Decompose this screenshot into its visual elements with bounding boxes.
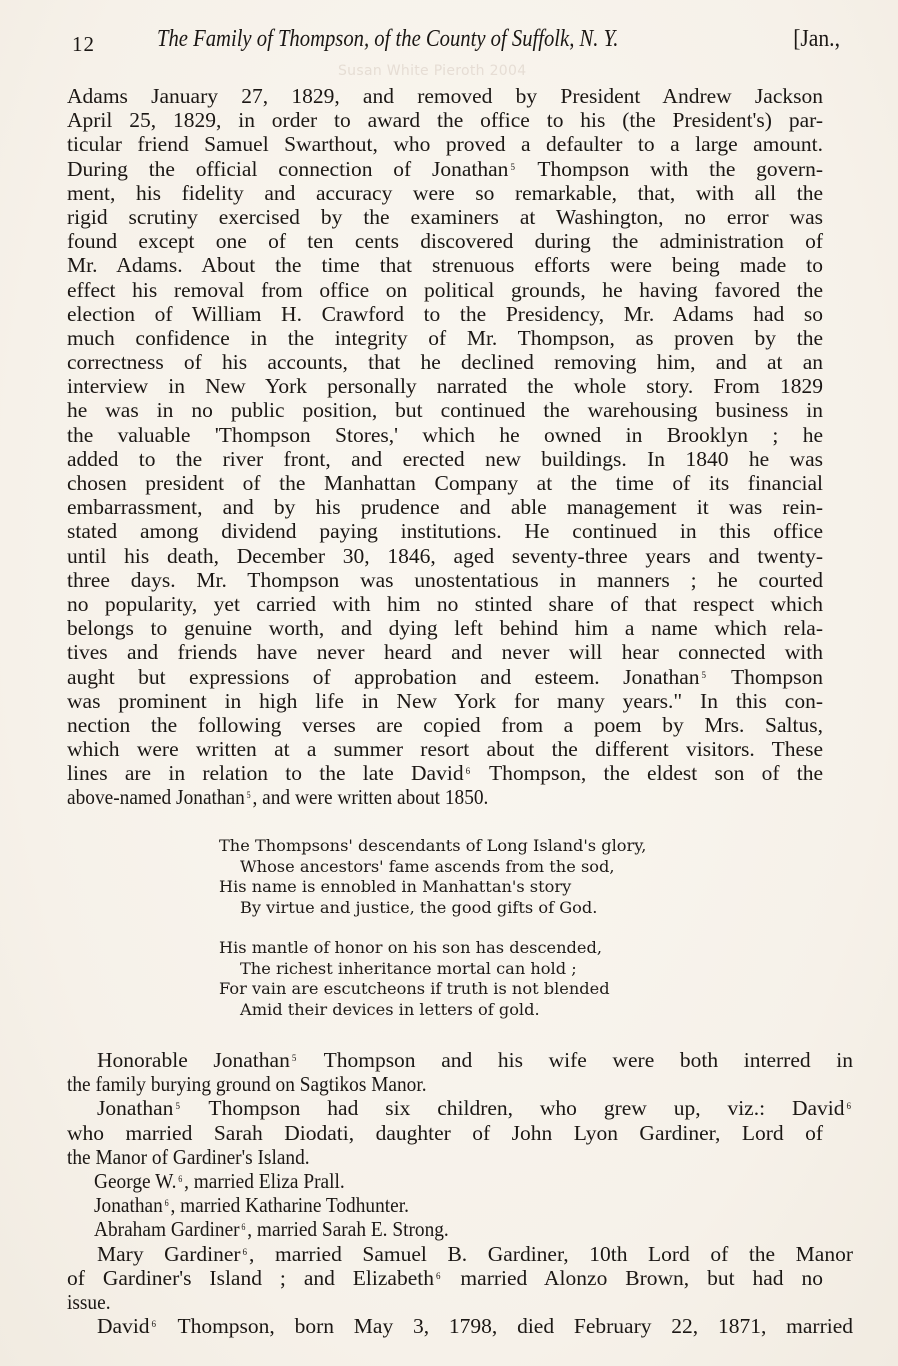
text-line: election of William H. Crawford to the Presidency, Mr. Adams had so	[67, 301, 823, 326]
header-month: [Jan.,	[793, 26, 840, 52]
watermark: Susan White Pieroth 2004	[338, 63, 527, 79]
text-line: David $^6$ Thompson, born May 3, 1798, died February 22, 1871, married	[97, 1314, 853, 1339]
generation-superscript: 5	[701, 669, 706, 680]
running-title: The Family of Thompson, of the County of Suffolk, N. Y.	[157, 26, 619, 52]
poem-verse: The Thompsons' descendants of Long Island's glory,	[219, 836, 647, 855]
poem-verse: The richest inheritance mortal can hold ;	[240, 958, 577, 978]
poem-stanza	[219, 836, 646, 918]
text-line: above-named Jonathan $^5$, and were written about 1850.	[67, 785, 489, 810]
poem	[219, 836, 646, 1040]
generation-superscript: 5	[510, 161, 515, 172]
text-line: embarrassment, and by his prudence and able management it was rein-	[67, 495, 823, 520]
generation-superscript: 6	[178, 1173, 183, 1184]
poem-verse: Amid their devices in letters of gold.	[240, 999, 540, 1019]
text-line: nection the following verses are copied from a poem by Mrs. Saltus,	[67, 712, 823, 737]
poem-verse: By virtue and justice, the good gifts of God.	[240, 897, 598, 917]
generation-superscript: 6	[846, 1101, 851, 1112]
text-line: the family burying ground on Sagtikos Manor.	[67, 1072, 427, 1097]
generation-superscript: 6	[465, 766, 471, 777]
text-line: found except one of ten cents discovered during the administration of	[67, 229, 823, 254]
text-line: Adams January 27, 1829, and removed by President Andrew Jackson	[67, 84, 823, 108]
text-line: lines are in relation to the late David $^6$ Thompson, the eldest son of the	[67, 761, 824, 786]
text-line: April 25, 1829, in order to award the office to his (the President's) par-	[67, 108, 823, 133]
poem-verse: For vain are escutcheons if truth is not blended	[219, 979, 610, 998]
text-line: ment, his fidelity and accuracy were so remarkable, that, with all the	[67, 180, 823, 205]
poem-verse: His mantle of honor on his son has descended,	[219, 938, 602, 957]
text-line: who married Sarah Diodati, daughter of John Lyon Gardiner, Lord of	[67, 1120, 823, 1145]
text-line: rigid scrutiny exercised by the examiners at Washington, no error was	[67, 204, 823, 229]
text-line: was prominent in high life in New York for many years." In this con-	[67, 688, 823, 713]
text-line: Jonathan $^6$, married Katharine Todhunter.	[94, 1193, 409, 1218]
generation-superscript: 6	[435, 1270, 441, 1281]
text-line: the Manor of Gardiner's Island.	[67, 1144, 310, 1169]
text-line: he was in no public position, but continued the warehousing business in	[67, 398, 823, 423]
generation-superscript: 6	[242, 1246, 248, 1257]
text-line: George W. $^6$, married Eliza Prall.	[94, 1168, 345, 1193]
text-line: effect his removal from office on political grounds, he having favored the	[67, 277, 823, 302]
text-line: aught but expressions of approbation and esteem. Jonathan $^5$ Thompson	[67, 664, 823, 689]
text-line: Abraham Gardiner $^6$, married Sarah E. Strong.	[94, 1217, 449, 1242]
text-line: stated among dividend paying institutions. He continued in this office	[67, 519, 823, 544]
generation-superscript: 6	[241, 1222, 246, 1233]
text-line: no popularity, yet carried with him no stinted share of that respect which	[67, 591, 823, 616]
text-line: added to the river front, and erected new buildings. In 1840 he was	[67, 446, 823, 471]
text-line: ticular friend Samuel Swarthout, who proved a defaulter to a large amount.	[67, 132, 823, 157]
text-line: three days. Mr. Thompson was unostentatious in manners ; he courted	[67, 567, 823, 592]
text-line: Mr. Adams. About the time that strenuous efforts were being made to	[67, 253, 823, 278]
text-line: Jonathan $^5$ Thompson had six children, who grew up, viz.: David $^6$	[97, 1096, 851, 1121]
poem-stanza	[219, 938, 646, 1020]
text-line: chosen president of the Manhattan Company at the time of its financial	[67, 471, 823, 495]
generation-superscript: 5	[175, 1101, 180, 1112]
poem-verse: Whose ancestors' fame ascends from the sod,	[240, 856, 615, 876]
paragraph-1	[67, 84, 823, 810]
text-line: the valuable 'Thompson Stores,' which he owned in Brooklyn ; he	[67, 422, 823, 447]
paragraph-2	[67, 1048, 853, 1339]
text-line: until his death, December 30, 1846, aged seventy-three years and twenty-	[67, 543, 823, 568]
text-line: Mary Gardiner $^6$, married Samuel B. Gardiner, 10th Lord of the Manor	[97, 1241, 853, 1266]
text-line: interview in New York personally narrated the whole story. From 1829	[67, 374, 823, 399]
page-number: 12	[72, 32, 95, 56]
page-header	[70, 26, 840, 60]
text-line: belongs to genuine worth, and dying left behind him a name which rela-	[67, 616, 823, 641]
generation-superscript: 5	[291, 1053, 297, 1063]
text-line: tives and friends have never heard and never will hear connected with	[67, 640, 823, 665]
text-line: correctness of his accounts, that he declined removing him, and at an	[67, 350, 823, 375]
text-line: much confidence in the integrity of Mr. Thompson, as proven by the	[67, 325, 823, 350]
text-line: issue.	[67, 1289, 111, 1314]
generation-superscript: 6	[151, 1319, 157, 1330]
text-line: During the official connection of Jonathan $^5$ Thompson with the govern-	[67, 156, 823, 181]
text-line: which were written at a summer resort about the different visitors. These	[67, 737, 823, 762]
generation-superscript: 6	[164, 1198, 169, 1209]
text-line: of Gardiner's Island ; and Elizabeth $^6$ married Alonzo Brown, but had no	[67, 1265, 823, 1290]
poem-verse: His name is ennobled in Manhattan's story	[219, 877, 572, 896]
text-line: Honorable Jonathan $^5$ Thompson and his wife were both interred in	[97, 1048, 853, 1072]
generation-superscript: 5	[246, 790, 251, 801]
